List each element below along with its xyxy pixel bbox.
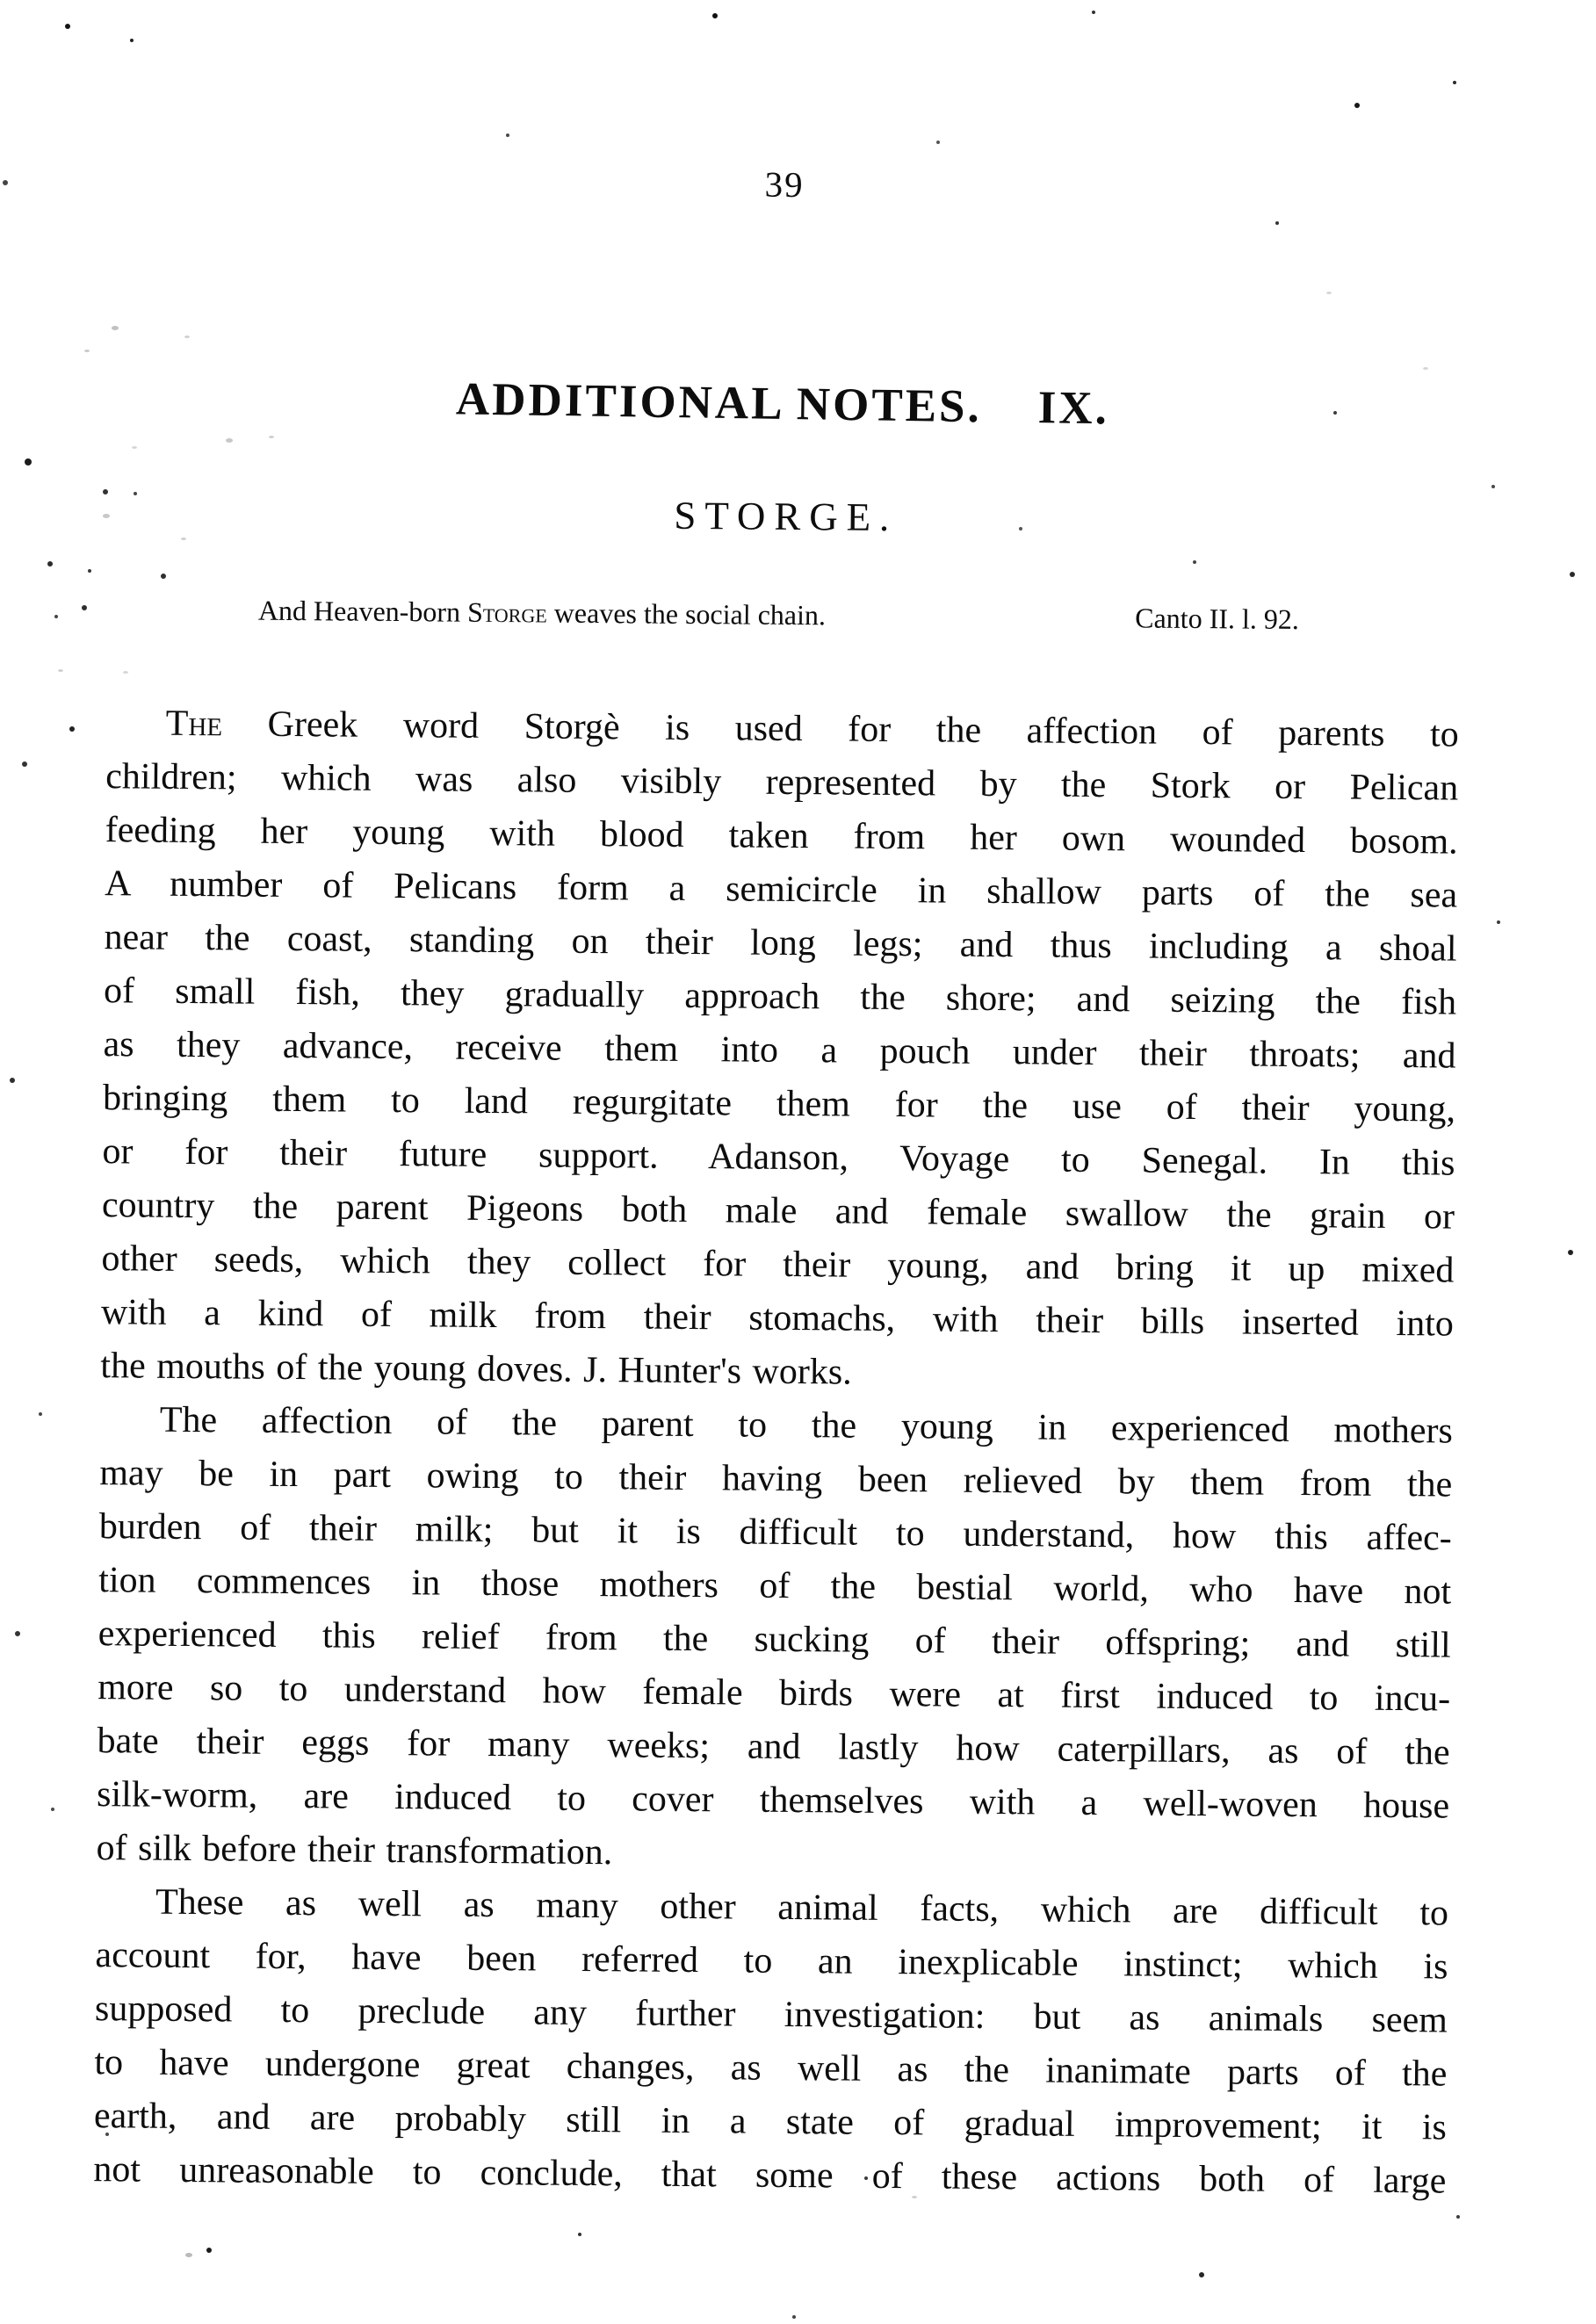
text-line: earth, and are probably still in a state of gradual improvement; it is — [93, 2096, 1448, 2148]
section-numeral: IX. — [1037, 382, 1110, 435]
epigraph-text — [258, 595, 826, 632]
epigraph-pre: And Heaven-born — [257, 594, 468, 628]
epigraph — [258, 595, 1299, 636]
text-line: A number of Pelicans form a semicircle in shallow parts of the sea — [104, 863, 1458, 916]
text-line: to have undergone great changes, as well as the inanimate parts of the — [94, 2042, 1448, 2095]
text-line: The Greek word Storgè is used for the affection of parents to — [165, 703, 1459, 755]
text-line: bringing them to land regurgitate them for the use of their young, — [102, 1078, 1456, 1130]
text-line: other seeds, which they collect for their young, and bring it up mixed — [101, 1238, 1455, 1291]
text-line: feeding her young with blood taken from her own wounded bosom. — [105, 810, 1458, 862]
text-line: not unreasonable to conclude, that some of these actions both of large — [93, 2149, 1447, 2202]
text-line: burden of their milk; but it is difficult to understand, how this affec- — [98, 1506, 1452, 1559]
text-line: These as well as many other animal facts, which are difficult to — [155, 1881, 1449, 1934]
epigraph-post: weaves the social chain. — [546, 596, 827, 632]
text-line: as they advance, receive them into a pouch under their throats; and — [103, 1024, 1456, 1077]
text-line: of small fish, they gradually approach the shore; and seizing the fish — [103, 971, 1457, 1023]
text-line: or for their future support. Adanson, Voyage to Senegal. In this — [102, 1131, 1455, 1184]
text-line: supposed to preclude any further investigation: but as animals seem — [94, 1988, 1448, 2041]
epigraph-term: Storge — [466, 595, 547, 629]
text-line: of silk before their transformation. — [96, 1828, 613, 1873]
section-title: ADDITIONAL NOTES. — [455, 373, 983, 433]
text-line: account for, have been referred to an inexplicable instinct; which is — [95, 1935, 1448, 1988]
text-line: tion commences in those mothers of the bestial world, who have not — [98, 1560, 1452, 1613]
text-line: bate their eggs for many weeks; and lastly how caterpillars, as of the — [97, 1721, 1450, 1773]
text-line: near the coast, standing on their long legs; and thus including a shoal — [104, 917, 1457, 970]
text-line: children; which was also visibly represented by the Stork or Pelican — [105, 756, 1459, 809]
text-line: silk-worm, are induced to cover themselves with a well-woven house — [96, 1774, 1450, 1827]
text-line: country the parent Pigeons both male and female swallow the grain or — [101, 1185, 1455, 1238]
smallcaps-lead-word: The — [165, 703, 223, 745]
section-heading — [0, 366, 1569, 443]
text-line: experienced this relief from the sucking of their offspring; and still — [97, 1613, 1451, 1666]
page-number: 39 — [764, 163, 805, 206]
text-line: more so to understand how female birds were at first induced to incu- — [97, 1667, 1451, 1720]
text-line: with a kind of milk from their stomachs, with their bills inserted into — [100, 1292, 1455, 1345]
text-line: may be in part owing to their having been relieved by them from the — [99, 1453, 1453, 1505]
section-subtitle: STORGE. — [674, 493, 899, 540]
text-line: the mouths of the young doves. J. Hunter's works. — [100, 1346, 852, 1393]
body-text — [93, 696, 1459, 2208]
epigraph-citation: Canto II. l. 92. — [1135, 602, 1300, 636]
text-line: The affection of the parent to the young in experienced mothers — [159, 1399, 1454, 1452]
